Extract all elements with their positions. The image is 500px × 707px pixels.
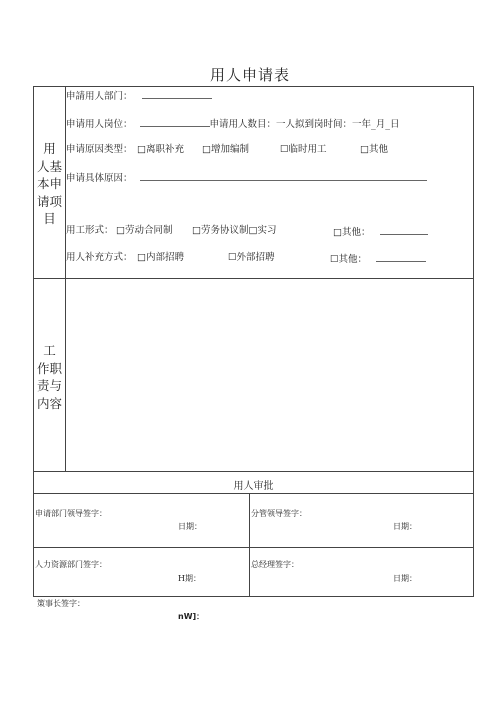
supplement-label: 用人补充方式： <box>66 252 133 263</box>
chairman-date[interactable]: nW]： <box>178 612 205 621</box>
side-label-line: 目 <box>43 211 56 226</box>
chairman-sign[interactable]: 策事长签字： <box>37 599 85 608</box>
employment-option-labor-intern[interactable]: □劳务协议制□实习 <box>192 225 277 236</box>
approval-header-divider <box>33 493 474 494</box>
post-field[interactable] <box>66 118 400 130</box>
gm-sign[interactable]: 总经理签字： <box>251 560 299 569</box>
reason-detail-label: 申请具体原因： <box>66 173 133 184</box>
hr-date[interactable]: H期： <box>178 574 201 583</box>
supplement-other-field[interactable] <box>330 253 426 265</box>
count-label: 申请用人数目：一人拟到岗时间：一年_月_日 <box>209 119 400 130</box>
gm-date[interactable]: 日期： <box>393 574 417 583</box>
duties-content-area[interactable] <box>66 279 473 471</box>
section-divider <box>33 471 474 472</box>
employment-label: 用工形式： <box>66 225 114 236</box>
dept-label: 申請用人部门： <box>66 91 133 102</box>
dept-field[interactable] <box>66 90 212 102</box>
reason-option-temporary[interactable]: ☐临时用工 <box>280 144 327 155</box>
post-blank[interactable] <box>140 118 210 127</box>
employment-other-label: □其他： <box>333 227 371 238</box>
section-basic-label <box>33 140 66 228</box>
supplement-option-internal[interactable]: □内部招聘 <box>137 252 184 263</box>
supplement-other-blank[interactable] <box>376 253 426 262</box>
side-label-line: 请项 <box>36 193 62 209</box>
reason-type-label: 申请原因类型： <box>66 144 133 155</box>
reason-option-increase[interactable]: □增加编制 <box>202 144 249 155</box>
side-label-line: 用 <box>43 141 56 156</box>
reason-detail-blank[interactable] <box>140 172 427 181</box>
dept-leader-sign[interactable]: 申请部门领导签字： <box>35 509 107 518</box>
side-label-line: 作职 <box>36 360 62 376</box>
reason-option-other[interactable]: □其他 <box>360 144 388 155</box>
dept-leader-date[interactable]: 日期： <box>178 522 202 531</box>
section-duties-label <box>33 342 66 412</box>
director-date[interactable]: 日期： <box>393 522 417 531</box>
dept-blank[interactable] <box>142 90 212 99</box>
table-right-border <box>473 86 474 596</box>
supplement-option-external[interactable]: ☐外部招聘 <box>228 252 275 263</box>
side-label-line: 本申 <box>36 176 62 191</box>
employment-other-field[interactable] <box>333 226 428 238</box>
side-label-line: 工 <box>43 343 56 358</box>
supplement-other-label: ☐其他： <box>330 254 368 265</box>
hr-sign[interactable]: 人力资源部门签字： <box>35 560 107 569</box>
side-label-line: 责与 <box>36 378 62 393</box>
side-label-line: 人基 <box>36 158 62 174</box>
approval-header: 用人审批 <box>233 481 274 492</box>
director-sign[interactable]: 分管领导签字： <box>251 509 307 518</box>
reason-option-resign[interactable]: □离职补充 <box>137 144 184 155</box>
reason-type-field <box>66 145 133 155</box>
reason-detail-field[interactable] <box>66 172 427 184</box>
employment-other-blank[interactable] <box>380 226 428 235</box>
table-top-border <box>33 86 474 87</box>
approval-column-divider <box>249 493 250 596</box>
employment-option-contract[interactable]: □劳动合同制 <box>116 225 173 236</box>
table-bottom-border <box>33 596 474 597</box>
side-label-line: 内容 <box>36 395 62 411</box>
post-label: 申请用人岗位： <box>66 119 133 130</box>
approval-row-divider <box>33 547 474 548</box>
page-title: 用人申请表 <box>209 66 290 84</box>
